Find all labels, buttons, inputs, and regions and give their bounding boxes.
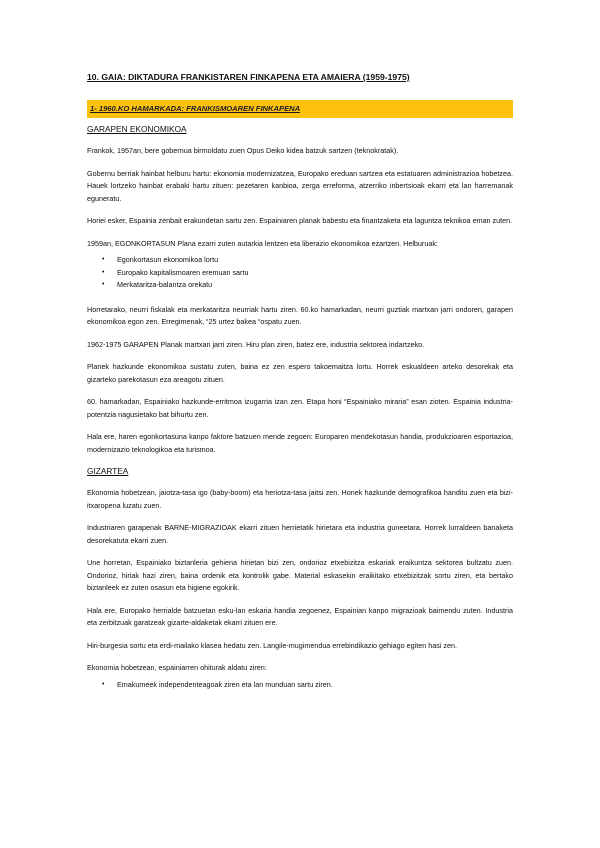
habits-list <box>87 679 513 692</box>
paragraph: Une horretan, Espainiako biztanleria gehiena hirietan bizi zen, ondorioz etxebizitza eskariak eraikuntza sektorea bultzatu zuen. Ondorioz, hiriak hazi ziren, baina ordenik eta kontrolik gabe. Material eskasekin eraikitako etxebizitzak sortu ziren, eta bertako biztanleek ez zuten osasun eta higiene egokirik. <box>87 558 513 592</box>
paragraph: Frankok, 1957an, bere gobernua birmoldatu zuen Opus Deiko kidea batzuk sartzen (teknokratak). <box>87 146 399 155</box>
list-item: • Europako kapitalismoaren eremuan sartu <box>117 267 513 280</box>
paragraph: Hala ere, haren egonkortasuna kanpo faktore batzuen mende zegoen: Europaren mendekotasun handia, produkzioaren esportazioa, modernizazio teknologikoa eta turismoa. <box>87 432 513 454</box>
paragraph: Ekonomia hobetzean, jaiotza-tasa igo (baby-boom) eta heriotza-tasa jaitsi zen. Honek hazkunde demografikoa handitu zuen eta bizi-itxaropena luzatu zuen. <box>87 488 513 510</box>
paragraph: 60. hamarkadan, Espainiako hazkunde-erritmoa izugarria izan zen. Etapa honi “Espainiako miraria” esan zioten. Espainia industria-potentzia nagusietako bat bihurtu zen. <box>87 397 513 419</box>
list-item: • Egonkortasun ekonomikoa lortu <box>117 254 513 267</box>
heading-garapen-ekonomikoa: GARAPEN EKONOMIKOA <box>87 124 187 134</box>
paragraph: 1962-1975 GARAPEN Planak martxan jarri ziren. Hiru plan ziren, batez ere, industria sektorea indartzeko. <box>87 339 425 349</box>
document-body <box>87 72 513 703</box>
goals-list <box>87 254 513 292</box>
paragraph: Horretarako, neurri fiskalak eta merkataritza neurriak hartu ziren. 60.ko hamarkadan, neurri guztiak martxan jarri ondoren, garapen ekonomikoa egon zen. Erregimenak, “25 urtez bakea “ospatu zuen. <box>87 304 513 326</box>
paragraph: Hiri-burgesia sortu eta erdi-mailako klasea hedatu zen. Langile-mugimendua errebindikazio gehiago egiten hasi zen. <box>87 640 457 650</box>
paragraph: Horiei esker, Espainia zenbait erakundetan sartu zen. Espainiaren planak babestu eta finantzaketa eta laguntza teknikoa eman zuten. <box>87 216 513 225</box>
list-item: • Merkataritza-balantza orekatu <box>117 279 513 292</box>
document-title: 10. GAIA: DIKTADURA FRANKISTAREN FINKAPENA ETA AMAIERA (1959-1975) <box>87 72 410 82</box>
paragraph: Planek hazkunde ekonomikoa sustatu zuten, baina ez zen espero takoemaitza lortu. Horrek eskualdeen arteko desorekak eta gizarteko parekotasun eza areagotu zituen. <box>87 362 513 384</box>
paragraph: Industriaren garapenak BARNE-MIGRAZIOAK ekarri zituen herrietatik hirietara eta industria guneetara. Horrek lurraldeen banaketa desorekatuta ekarri zuen. <box>87 523 513 545</box>
paragraph: Hala ere, Europako herrialde batzuetan esku-lan eskaria handia zegoenez, Espainian kanpo migrazioak baimendu zuten. Industria eta zerbitzuak garatzeak gizarte-aldaketak ekarri zituen ere. <box>87 605 513 627</box>
paragraph: 1959an, EGONKORTASUN Plana ezarri zuten autarkia lentzen eta liberazio ekonomikoa ezartzen. Helburuak: <box>87 238 438 248</box>
section-band: 1- 1960.KO HAMARKADA: FRANKISMOAREN FINKAPENA <box>87 100 513 118</box>
list-item: • Emakumeek independenteagoak ziren eta lan munduan sartu ziren. <box>117 679 513 692</box>
paragraph: Gobernu berriak hainbat helburu hartu: ekonomia modernizatzea, Europako ereduan sartzea eta estatuaren administrazioa hobetzea. Hauek lortzeko hainbat erabaki hartu zituen: pezetaren kanbioa, zerga erreforma, atzerriko inbertsioak ekarri eta lan harremanak eguneratu. <box>87 168 513 203</box>
paragraph: Ekonomia hobetzean, espainiarren ohiturak aldatu ziren: <box>87 663 267 672</box>
heading-gizartea: GIZARTEA <box>87 466 129 476</box>
